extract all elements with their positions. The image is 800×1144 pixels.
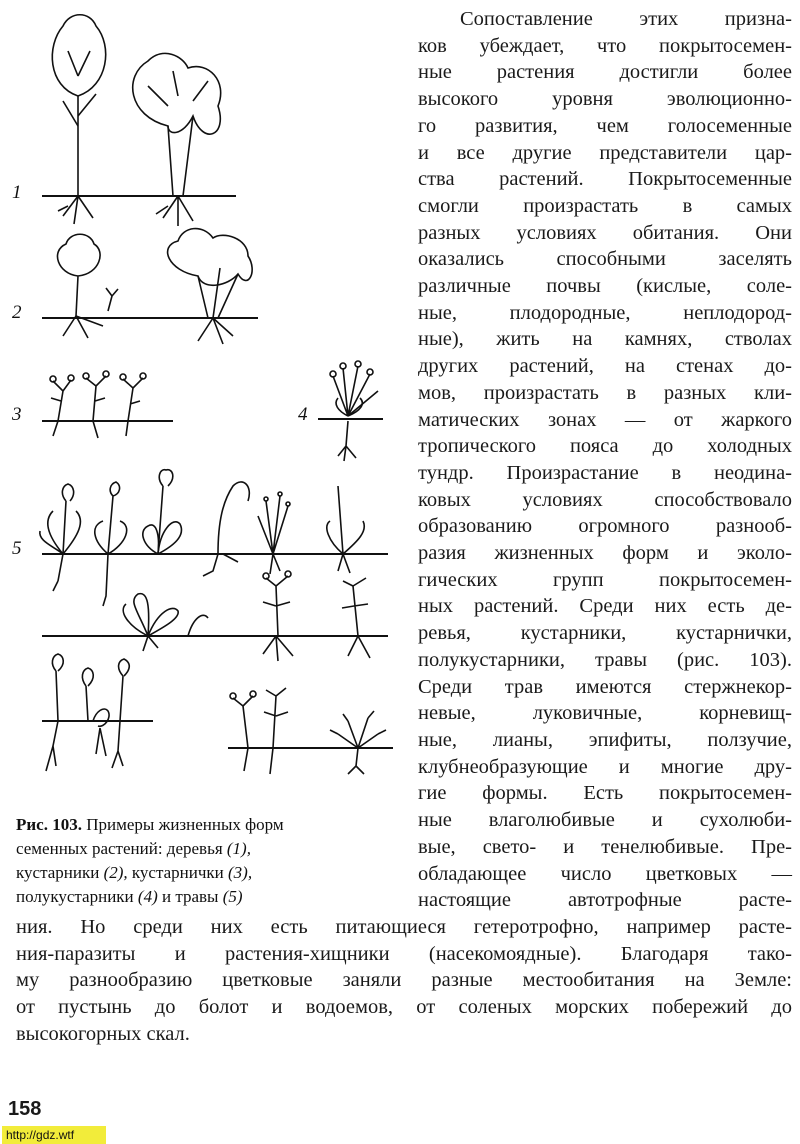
herb-illustration-row2 — [123, 571, 370, 661]
column-text-line: полукустарники, травы (рис. 103). — [418, 648, 792, 671]
column-text-line: смогли произрастать в самых — [418, 194, 792, 217]
page-number: 158 — [8, 1098, 42, 1120]
column-text-line: других растений, на стенах до- — [418, 355, 792, 378]
column-text-line: ные влаголюбивые и сухолюби- — [418, 809, 792, 832]
column-text-line: ных растений. Среди них есть де- — [418, 595, 792, 618]
column-text-line: тропического пояса до холодных — [418, 435, 792, 458]
column-text-line: оказались способными заселять — [418, 248, 792, 271]
column-text-line: невые, луковичные, корневищ- — [418, 702, 792, 725]
figure-caption — [16, 813, 388, 909]
body-text-line: ния. Но среди них есть питающиеся гетеротрофно, например расте- — [16, 916, 792, 938]
column-text-line: различные почвы (кислые, соле- — [418, 275, 792, 298]
column-text-line: го развития, чем голосеменные — [418, 114, 792, 137]
column-text-line: матических зонах — от жаркого — [418, 408, 792, 431]
column-text-line: ные растения достигли более — [418, 61, 792, 84]
column-text-line: обладающее число цветковых — — [418, 862, 792, 885]
herb-illustration-row3 — [46, 654, 129, 771]
column-text-line: вые, свето- и тенелюбивые. Пре- — [418, 835, 792, 858]
column-text-line: клубнеобразующие и многие дру- — [418, 755, 792, 778]
caption-line-2: семенных растений: деревья (1), — [16, 839, 251, 858]
shrub-illustration — [57, 229, 252, 344]
caption-line-4: полукустарники (4) и травы (5) — [16, 887, 243, 906]
watermark: http://gdz.wtf — [2, 1126, 106, 1144]
column-text-line: тундр. Произрастание в неодина- — [418, 461, 792, 484]
column-text-line: гие формы. Есть покрытосемен- — [418, 782, 792, 805]
body-text-line: му разнообразию цветковые заняли разные местообитания на Земле: — [16, 969, 792, 992]
column-text-line: ства растений. Покрытосеменные — [418, 168, 792, 191]
caption-prefix: Рис. 103. — [16, 815, 82, 834]
plant-illustrations — [8, 6, 410, 806]
herb-illustration-row1 — [40, 470, 364, 606]
column-text-line: ревья, кустарники, кустарнички, — [418, 622, 792, 645]
column-text-line: ные, плодородные, неплодород- — [418, 301, 792, 324]
herb-illustration-row4 — [230, 688, 386, 774]
column-text-line: и все другие представители цар- — [418, 141, 792, 164]
body-text-line: ния-паразиты и растения-хищники (насекомоядные). Благодаря тако- — [16, 942, 792, 965]
figure-label-2: 2 — [12, 302, 22, 323]
column-text-line: Среди трав имеются стержнекор- — [418, 675, 792, 698]
figure-label-4: 4 — [298, 404, 308, 425]
column-text-line: настоящие автотрофные расте- — [418, 889, 792, 912]
column-text-line: разных условиях обитания. Они — [418, 221, 792, 244]
column-text-line: Сопоставление этих призна- — [460, 8, 792, 30]
figure-label-1: 1 — [12, 182, 22, 203]
right-column-text — [418, 6, 792, 914]
figure-label-5: 5 — [12, 538, 22, 559]
body-text-line: высокогорных скал. — [16, 1022, 190, 1045]
column-text-line: мов, произрастать в разных кли- — [418, 381, 792, 404]
column-text-line: ковых условиях способствовало — [418, 488, 792, 511]
subshrub-illustration — [50, 371, 146, 438]
full-width-text — [16, 914, 792, 1048]
dwarf-shrub-illustration — [330, 361, 378, 461]
figure-label-3: 3 — [12, 404, 22, 425]
column-text-line: разия жизненных форм и эколо- — [418, 542, 792, 565]
figure-103 — [8, 6, 410, 806]
column-text-line: образованию огромного разнооб- — [418, 515, 792, 538]
caption-line-1: Рис. 103. Примеры жизненных форм — [16, 815, 284, 834]
caption-line-3: кустарники (2), кустарнички (3), — [16, 863, 253, 882]
tree-illustration — [52, 15, 220, 226]
column-text-line: ные), жить на камнях, стволах — [418, 328, 792, 351]
column-text-line: гических групп покрытосемен- — [418, 568, 792, 591]
column-text-line: ков убеждает, что покрытосемен- — [418, 34, 792, 57]
column-text-line: высокого уровня эволюционно- — [418, 88, 792, 111]
body-text-line: от пустынь до болот и водоемов, от соленых морских побережий до — [16, 996, 792, 1019]
column-text-line: ные, лианы, эпифиты, ползучие, — [418, 728, 792, 751]
